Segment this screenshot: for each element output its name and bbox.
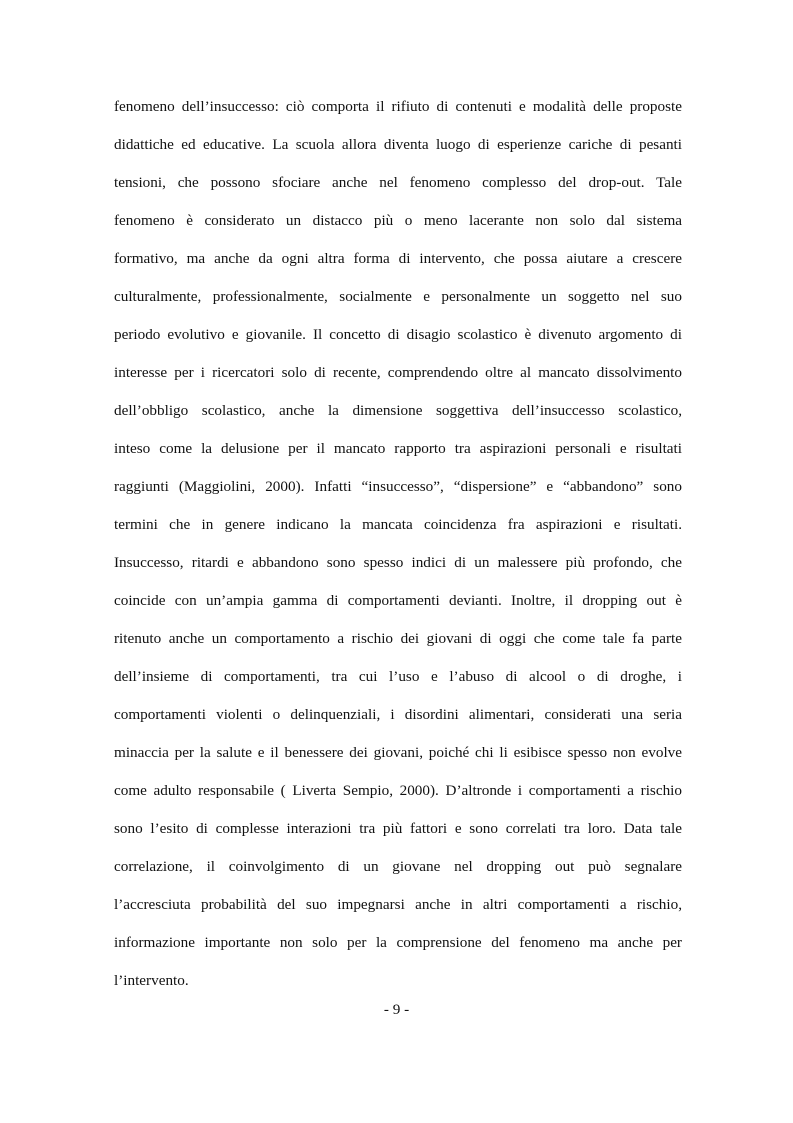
text-line: tensioni, che possono sfociare anche nel fenomeno complesso del drop-out. Tale: [114, 174, 682, 191]
text-line: periodo evolutivo e giovanile. Il concetto di disagio scolastico è divenuto argomento di: [114, 326, 682, 343]
text-line: fenomeno è considerato un distacco più o meno lacerante non solo dal sistema: [114, 212, 682, 229]
text-line: inteso come la delusione per il mancato rapporto tra aspirazioni personali e risultati: [114, 440, 682, 457]
text-line: dell’obbligo scolastico, anche la dimensione soggettiva dell’insuccesso scolastico,: [114, 402, 682, 419]
text-line: interesse per i ricercatori solo di recente, comprendendo oltre al mancato dissolvimento: [114, 364, 682, 381]
text-line: culturalmente, professionalmente, socialmente e personalmente un soggetto nel suo: [114, 288, 682, 305]
body-paragraph: [114, 88, 682, 1000]
text-line: Insuccesso, ritardi e abbandono sono spesso indici di un malessere più profondo, che: [114, 554, 682, 571]
text-line: ritenuto anche un comportamento a rischio dei giovani di oggi che come tale fa parte: [114, 630, 682, 647]
text-line: informazione importante non solo per la comprensione del fenomeno ma anche per: [114, 934, 682, 951]
text-line: fenomeno dell’insuccesso: ciò comporta il rifiuto di contenuti e modalità delle proposte: [114, 98, 682, 115]
text-line: comportamenti violenti o delinquenziali, i disordini alimentari, considerati una seria: [114, 706, 682, 723]
text-line: come adulto responsabile ( Liverta Sempio, 2000). D’altronde i comportamenti a rischio: [114, 782, 682, 799]
text-line: correlazione, il coinvolgimento di un giovane nel dropping out può segnalare: [114, 858, 682, 875]
text-line: termini che in genere indicano la mancata coincidenza fra aspirazioni e risultati.: [114, 516, 682, 533]
text-line: didattiche ed educative. La scuola allora diventa luogo di esperienze cariche di pesanti: [114, 136, 682, 153]
text-line: sono l’esito di complesse interazioni tra più fattori e sono correlati tra loro. Data tale: [114, 820, 682, 837]
text-line: l’accresciuta probabilità del suo impegnarsi anche in altri comportamenti a rischio,: [114, 896, 682, 913]
text-line-last: l’intervento.: [114, 972, 189, 989]
text-line: raggiunti (Maggiolini, 2000). Infatti “insuccesso”, “dispersione” e “abbandono” sono: [114, 478, 682, 495]
text-line: coincide con un’ampia gamma di comportamenti devianti. Inoltre, il dropping out è: [114, 592, 682, 609]
text-line: formativo, ma anche da ogni altra forma di intervento, che possa aiutare a crescere: [114, 250, 682, 267]
text-line: minaccia per la salute e il benessere dei giovani, poiché chi li esibisce spesso non evolve: [114, 744, 682, 761]
text-line: dell’insieme di comportamenti, tra cui l’uso e l’abuso di alcool o di droghe, i: [114, 668, 682, 685]
page-number: - 9 -: [383, 1001, 410, 1018]
